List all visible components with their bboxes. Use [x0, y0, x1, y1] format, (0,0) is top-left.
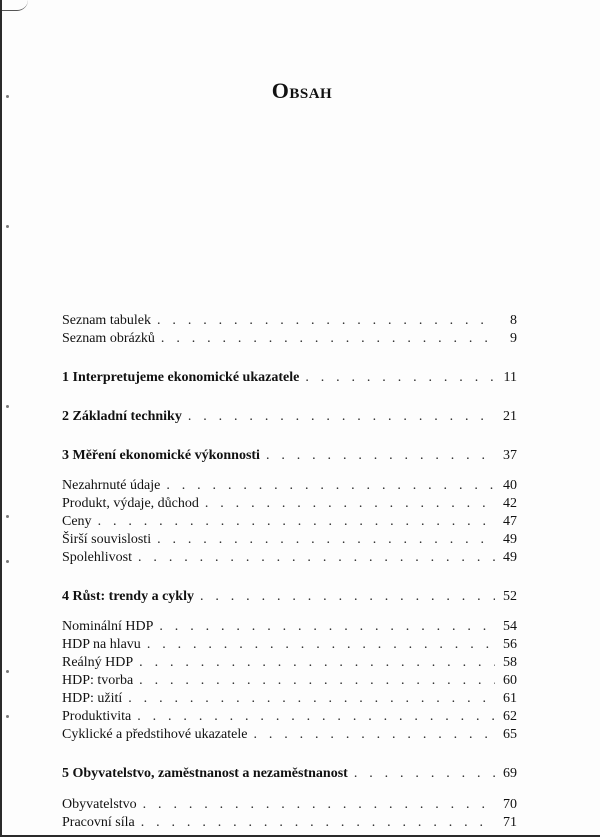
toc-chapter[interactable]	[62, 447, 517, 465]
toc-entry-page: 61	[503, 691, 517, 706]
toc-entry-label: Obyvatelstvo	[62, 797, 137, 812]
toc-entry-label: HDP: užití	[62, 691, 123, 706]
toc-entry[interactable]	[62, 513, 517, 531]
toc-entry[interactable]	[62, 618, 517, 636]
leader-dots	[141, 814, 495, 832]
toc-chapter[interactable]	[62, 765, 517, 783]
toc-chapter-page: 37	[503, 448, 517, 463]
toc-entry-page: 49	[503, 532, 517, 547]
toc-chapter[interactable]	[62, 588, 517, 606]
leader-dots	[137, 708, 495, 726]
toc-entry[interactable]	[62, 654, 517, 672]
toc-entry-label: Produktivita	[62, 709, 132, 724]
toc-entry-page: 40	[503, 478, 517, 493]
leader-dots	[138, 549, 495, 567]
toc-entry[interactable]	[62, 330, 517, 348]
toc-entry-page: 54	[503, 619, 517, 634]
toc-entry-label: Reálný HDP	[62, 655, 134, 670]
leader-dots	[98, 513, 495, 531]
toc-entry-label: HDP na hlavu	[62, 637, 141, 652]
toc-entry[interactable]	[62, 636, 517, 654]
toc-chapter-label: 5 Obyvatelstvo, zaměstnanost a nezaměstnanost	[62, 766, 348, 781]
toc-entry-label: Seznam tabulek	[62, 313, 152, 328]
toc-entry[interactable]	[62, 549, 517, 567]
toc-entry-page: 60	[503, 673, 517, 688]
toc-entry-page: 9	[510, 331, 517, 346]
toc-chapter-page: 52	[503, 589, 517, 604]
leader-dots	[161, 330, 495, 348]
toc-entry-page: 70	[503, 797, 517, 812]
leader-dots	[128, 690, 495, 708]
leader-dots	[253, 726, 495, 744]
toc-entry-label: HDP: tvorba	[62, 673, 134, 688]
toc-entry-label: Produkt, výdaje, důchod	[62, 496, 199, 511]
leader-dots	[205, 495, 495, 513]
toc-chapter-label: 4 Růst: trendy a cykly	[62, 589, 194, 604]
toc-entry[interactable]	[62, 796, 517, 814]
toc-chapter-page: 11	[503, 370, 517, 385]
toc-entry-page: 56	[503, 637, 517, 652]
toc-entry-label: Ceny	[62, 514, 92, 529]
toc-entry-label: Cyklické a předstihové ukazatele	[62, 727, 248, 742]
toc-chapter-label: 2 Základní techniky	[62, 409, 182, 424]
toc-entry-label: Nezahrnuté údaje	[62, 478, 161, 493]
toc-chapter[interactable]	[62, 408, 517, 426]
toc-entry[interactable]	[62, 531, 517, 549]
leader-dots	[266, 447, 495, 465]
toc-chapter-label: 3 Měření ekonomické výkonnosti	[62, 448, 260, 463]
toc-entry[interactable]	[62, 814, 517, 832]
leader-dots	[188, 408, 495, 426]
toc-entry[interactable]	[62, 726, 517, 744]
toc-entry-page: 8	[510, 313, 517, 328]
toc-chapter-page: 69	[503, 766, 517, 781]
leader-dots	[166, 477, 495, 495]
leader-dots	[143, 796, 495, 814]
toc-entry[interactable]	[62, 672, 517, 690]
toc-chapter-label: 1 Interpretujeme ekonomické ukazatele	[62, 370, 300, 385]
leader-dots	[147, 636, 495, 654]
toc-entry-label: Seznam obrázků	[62, 331, 155, 346]
toc-entry-page: 49	[503, 550, 517, 565]
toc-entry-label: Spolehlivost	[62, 550, 133, 565]
toc-entry[interactable]	[62, 312, 517, 330]
toc-chapter-page: 21	[503, 409, 517, 424]
toc-entry-page: 47	[503, 514, 517, 529]
leader-dots	[305, 369, 495, 387]
leader-dots	[139, 672, 495, 690]
toc-entry-page: 42	[503, 496, 517, 511]
leader-dots	[139, 654, 495, 672]
leader-dots	[354, 765, 495, 783]
toc-entry-label: Nominální HDP	[62, 619, 154, 634]
leader-dots	[157, 531, 495, 549]
toc-chapter[interactable]	[62, 369, 517, 387]
toc-entry-label: Širší souvislosti	[62, 532, 152, 547]
toc-entry-page: 71	[503, 815, 517, 830]
toc-entry[interactable]	[62, 690, 517, 708]
toc-entry[interactable]	[62, 477, 517, 495]
toc-entry-page: 65	[503, 727, 517, 742]
table-of-contents	[62, 312, 517, 832]
corner-mark	[2, 0, 28, 11]
toc-entry[interactable]	[62, 708, 517, 726]
leader-dots	[200, 588, 495, 606]
page-title: Obsah	[271, 78, 333, 103]
toc-entry-page: 62	[503, 709, 517, 724]
toc-entry[interactable]	[62, 495, 517, 513]
leader-dots	[157, 312, 495, 330]
leader-dots	[159, 618, 495, 636]
toc-entry-page: 58	[503, 655, 517, 670]
toc-entry-label: Pracovní síla	[62, 815, 135, 830]
